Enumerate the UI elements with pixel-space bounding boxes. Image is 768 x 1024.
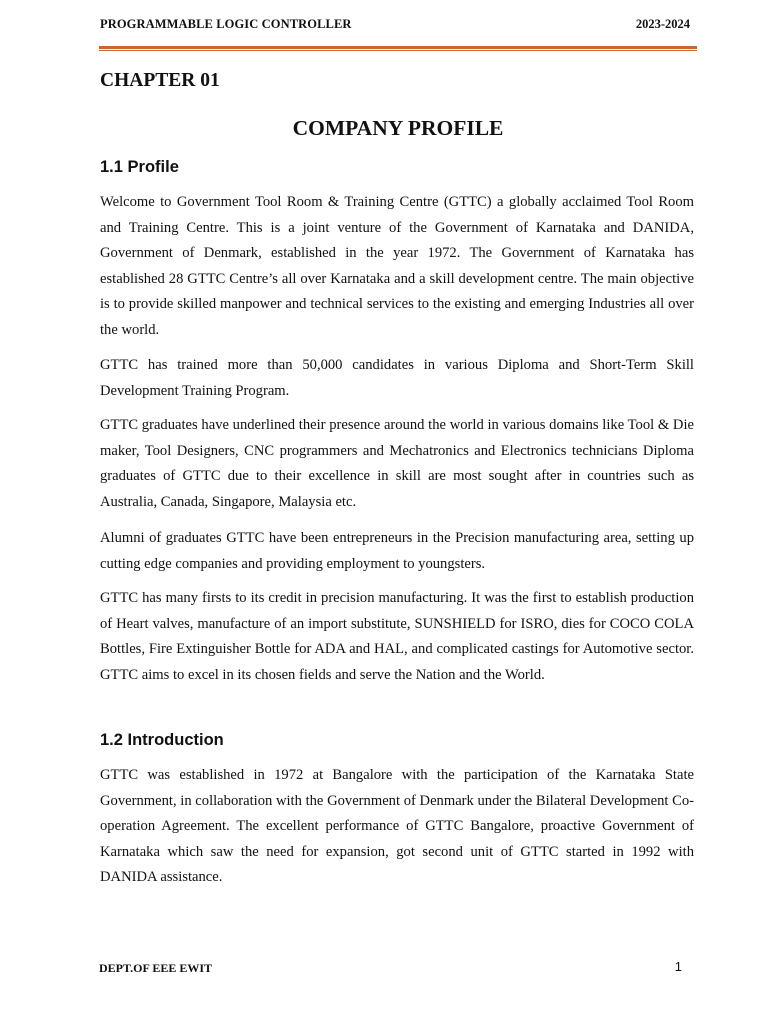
- page-title: COMPANY PROFILE: [292, 116, 504, 140]
- running-header-year: 2023-2024: [635, 17, 690, 31]
- page-number: 1: [674, 959, 682, 974]
- paragraph-alumni: Alumni of graduates GTTC have been entrepreneurs in the Precision manufacturing area, setting up cutting edge companies and providing employment to youngsters.: [100, 530, 694, 572]
- footer-department: DEPT.OF EEE EWIT: [99, 961, 213, 975]
- chapter-label: CHAPTER 01: [100, 70, 220, 91]
- section-heading-profile: 1.1 Profile: [100, 158, 179, 176]
- section-heading-introduction: 1.2 Introduction: [100, 731, 224, 749]
- paragraph-introduction: GTTC was established in 1972 at Bangalore with the participation of the Karnataka State Government, in collaboration with the Government of Denmark under the Bilateral Development Co-operation Agreement. The excellent performance of GTTC Bangalore, proactive Government of Karnataka which saw the need for expansion, got second unit of GTTC started in 1992 with DANIDA assistance.: [100, 767, 694, 886]
- header-divider: [99, 46, 697, 52]
- paragraph-graduates: GTTC graduates have underlined their presence around the world in various domains like Tool & Die maker, Tool Designers, CNC programmers and Mechatronics and Electronics technicians Diploma graduates of GTTC due to their excellence in skill are most sought after in countries such as Australia, Canada, Singapore, Malaysia etc.: [100, 417, 694, 510]
- running-header-title: PROGRAMMABLE LOGIC CONTROLLER: [100, 17, 352, 31]
- paragraph-welcome: Welcome to Government Tool Room & Training Centre (GTTC) a globally acclaimed Tool Room and Training Centre. This is a joint venture of the Government of Karnataka and DANIDA, Government of Denmark, established in the year 1972. The Government of Karnataka has established 28 GTTC Centre’s all over Karnataka and a skill development centre. The main objective is to provide skilled manpower and technical services to the existing and emerging Industries all over the world.: [100, 194, 694, 338]
- paragraph-trained: GTTC has trained more than 50,000 candidates in various Diploma and Short-Term Skill Development Training Program.: [100, 357, 694, 399]
- paragraph-firsts: GTTC has many firsts to its credit in precision manufacturing. It was the first to establish production of Heart valves, manufacture of an import substitute, SUNSHIELD for ISRO, dies for COCO COLA Bottles, Fire Extinguisher Bottle for ADA and HAL, and complicated castings for Automotive sector. GTTC aims to excel in its chosen fields and serve the Nation and the World.: [100, 590, 694, 683]
